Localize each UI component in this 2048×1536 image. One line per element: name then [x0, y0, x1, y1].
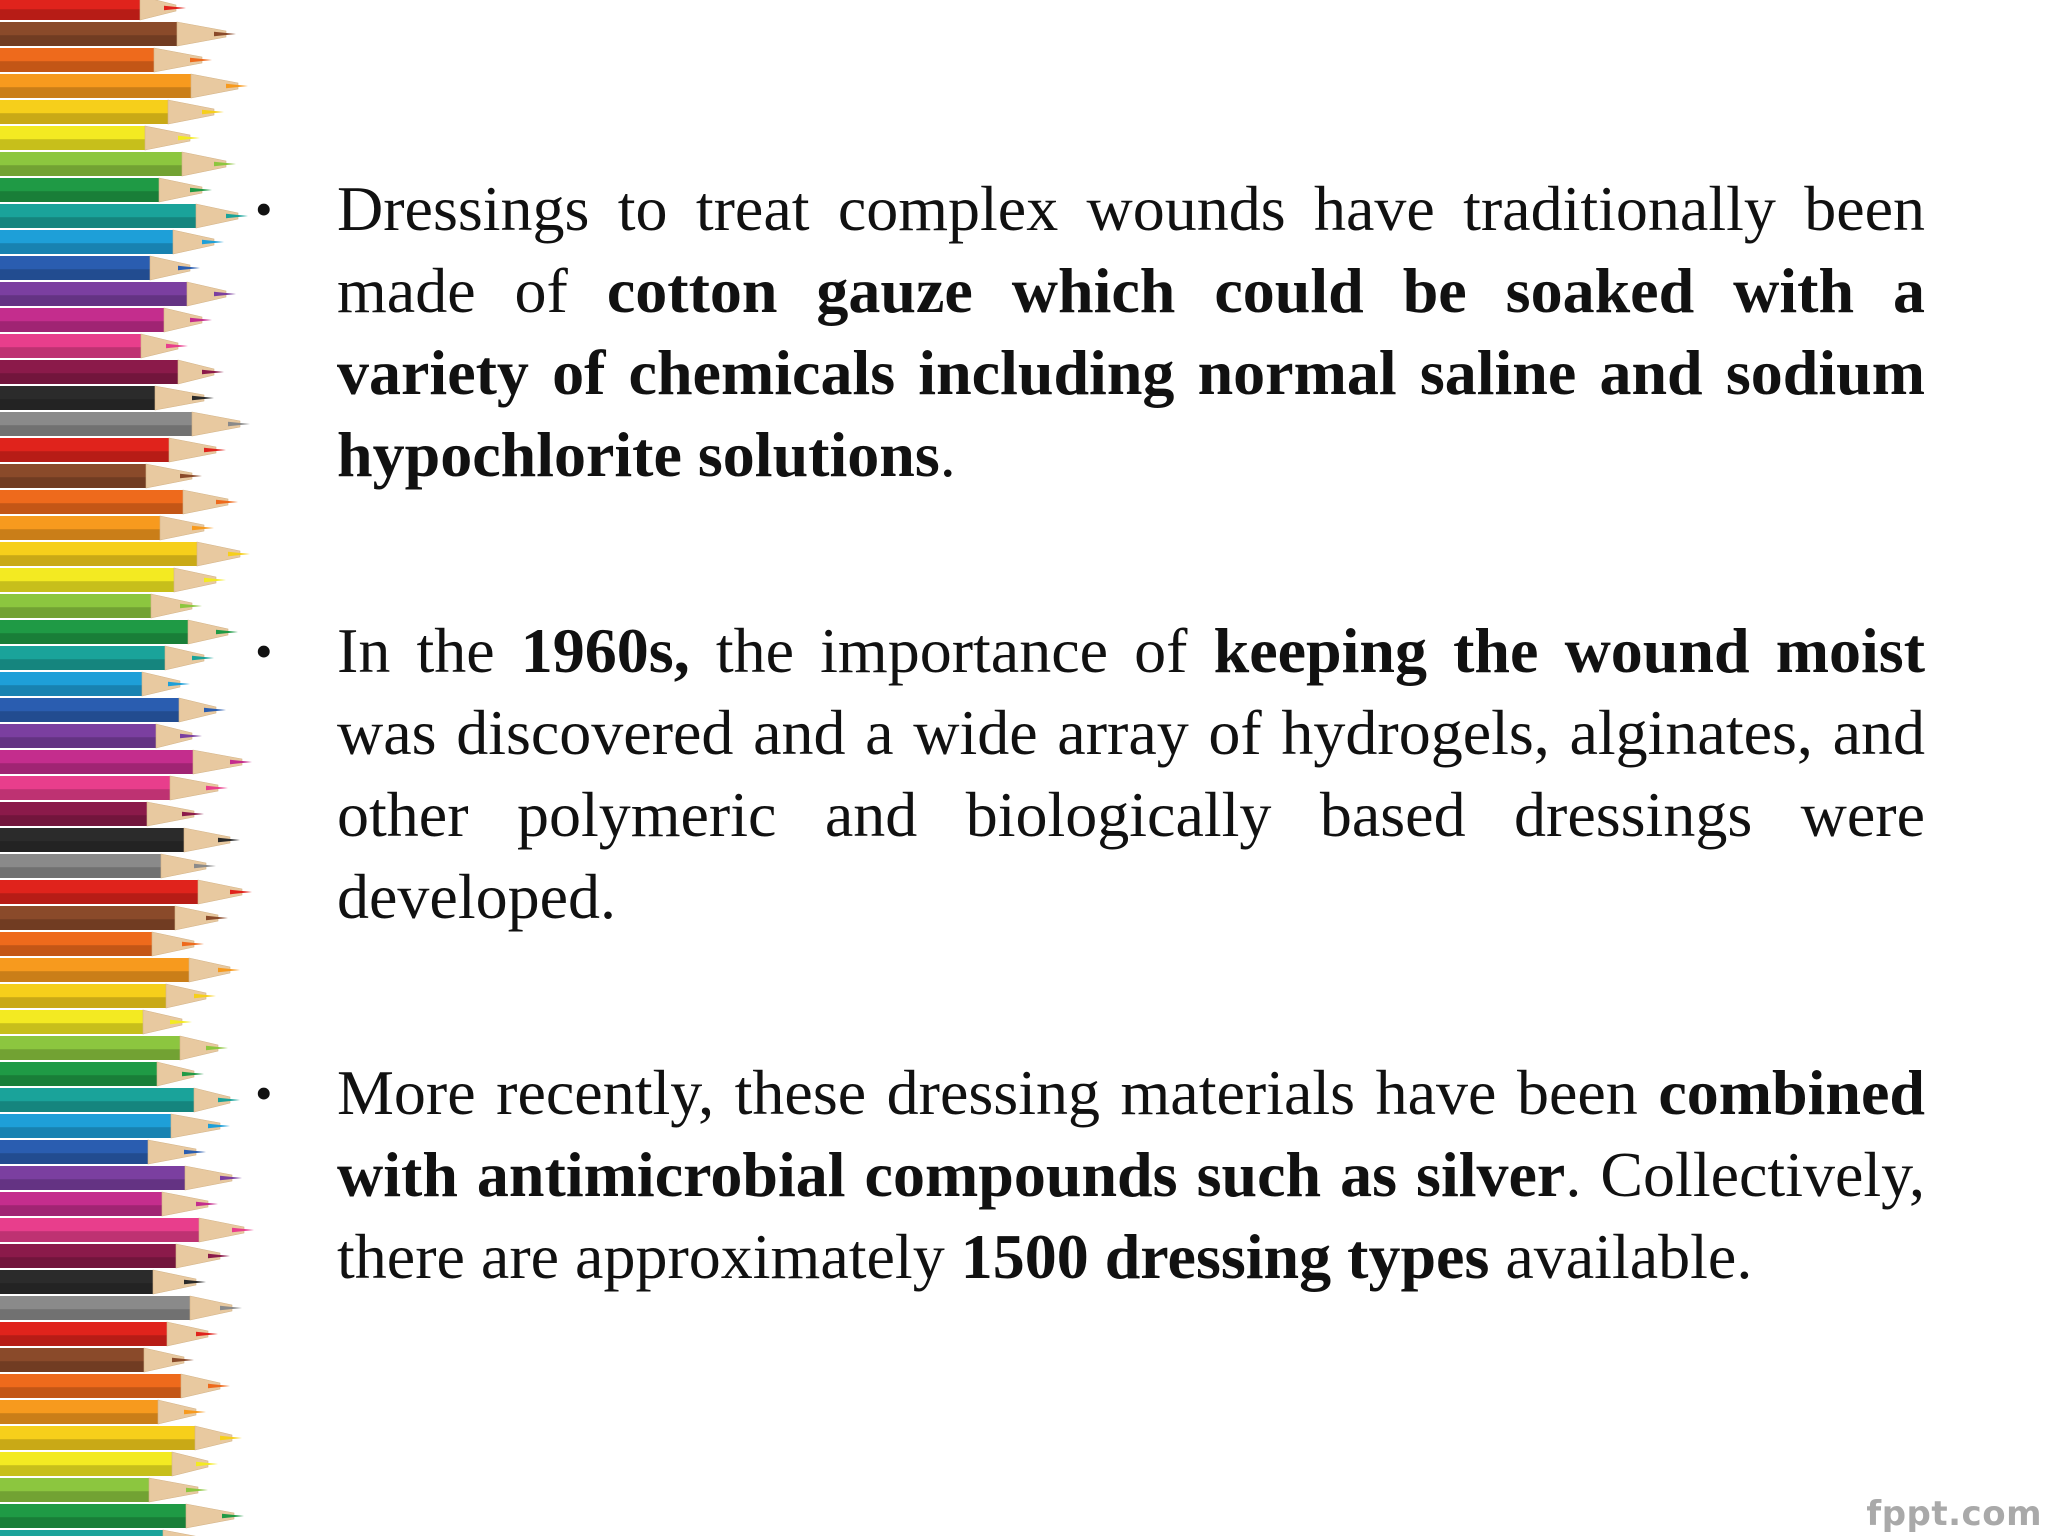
bullet-item: [255, 168, 1925, 496]
pencil-icon: [0, 1270, 206, 1294]
pencil-icon: [0, 1010, 192, 1034]
pencil-icon: [0, 256, 200, 280]
pencil-icon: [0, 178, 212, 202]
bullet-dot-icon: •: [255, 1065, 273, 1121]
pencil-icon: [0, 1114, 230, 1138]
text-run: In the: [337, 615, 521, 686]
pencil-icon: [0, 568, 226, 592]
pencil-icon: [0, 386, 214, 410]
pencil-icon: [0, 1478, 208, 1502]
pencil-icon: [0, 802, 204, 826]
pencil-icon: [0, 1166, 242, 1190]
bold-run: cotton gauze which could be soaked with a variety of chemicals including normal saline and sodium hypochlorite solutions: [337, 255, 1926, 490]
pencil-icon: [0, 1062, 204, 1086]
pencil-icon: [0, 230, 224, 254]
pencil-icon: [0, 1374, 230, 1398]
pencil-icon: [0, 74, 248, 98]
bold-run: combined with antimicrobial compounds such as silver: [337, 1057, 1925, 1210]
pencil-icon: [0, 204, 248, 228]
pencil-icon: [0, 438, 226, 462]
text-run: .: [939, 419, 956, 490]
bullet-text: [337, 173, 1925, 490]
watermark: fppt.com: [1866, 1494, 2042, 1534]
text-run: available.: [1489, 1221, 1753, 1292]
pencil-icon: [0, 48, 212, 72]
pencil-icon: [0, 646, 214, 670]
pencil-icon: [0, 152, 236, 176]
pencil-icon: [0, 750, 252, 774]
bullet-dot-icon: •: [255, 623, 273, 679]
pencil-icon: [0, 672, 190, 696]
pencil-icon: [0, 1244, 230, 1268]
pencil-icon: [0, 334, 188, 358]
bold-run: keeping the wound moist: [1213, 615, 1926, 686]
pencil-icon: [0, 620, 238, 644]
text-run: was discovered and a wide array of hydrogels, alginates, and other polymeric and biologically based dressings were developed.: [337, 697, 1925, 932]
pencil-icon: [0, 1348, 194, 1372]
pencil-icon: [0, 958, 240, 982]
pencil-icon: [0, 1140, 206, 1164]
pencil-icon: [0, 932, 204, 956]
bullet-item: [255, 1052, 1925, 1298]
pencil-icon: [0, 1218, 254, 1242]
pencil-icon: [0, 1296, 242, 1320]
bold-run: 1960s,: [520, 615, 690, 686]
bold-run: 1500 dressing types: [960, 1221, 1490, 1292]
pencil-icon: [0, 1504, 244, 1528]
bullet-text: [337, 615, 1925, 932]
bullet-item: [255, 610, 1925, 938]
pencil-icon: [0, 1530, 220, 1536]
pencil-icon: [0, 880, 252, 904]
pencil-icon: [0, 22, 236, 46]
pencil-icon: [0, 516, 214, 540]
pencil-icon: [0, 490, 238, 514]
pencil-icon: [0, 360, 224, 384]
pencil-icon: [0, 0, 186, 20]
pencil-icon: [0, 698, 226, 722]
pencil-icon: [0, 906, 228, 930]
text-run: the importance of: [689, 615, 1214, 686]
pencil-icon: [0, 1322, 218, 1346]
pencil-icon: [0, 464, 202, 488]
pencil-icon: [0, 594, 202, 618]
pencil-icon: [0, 724, 202, 748]
pencil-icon: [0, 126, 200, 150]
bullet-text: [337, 1057, 1925, 1292]
pencil-icon: [0, 828, 240, 852]
pencil-icon: [0, 308, 212, 332]
text-run: Dressings to treat complex wounds have traditionally been made of: [337, 173, 1925, 326]
pencil-icon: [0, 1426, 242, 1450]
pencil-icon: [0, 1036, 228, 1060]
pencil-icon: [0, 1192, 218, 1216]
pencil-icon: [0, 100, 224, 124]
pencil-icon: [0, 1452, 218, 1476]
pencil-icon: [0, 984, 216, 1008]
text-run: . Collectively, there are approximately: [337, 1139, 1926, 1292]
bullet-list: [255, 168, 1925, 1298]
pencil-icon: [0, 776, 228, 800]
pencil-icon: [0, 854, 216, 878]
pencil-icon: [0, 542, 250, 566]
colored-pencils-border-icon: [0, 0, 270, 1536]
bullet-dot-icon: •: [255, 181, 273, 237]
pencil-icon: [0, 1088, 240, 1112]
text-run: More recently, these dressing materials have been: [337, 1057, 1659, 1128]
pencil-icon: [0, 412, 250, 436]
pencil-icon: [0, 1400, 206, 1424]
pencil-icon: [0, 282, 236, 306]
